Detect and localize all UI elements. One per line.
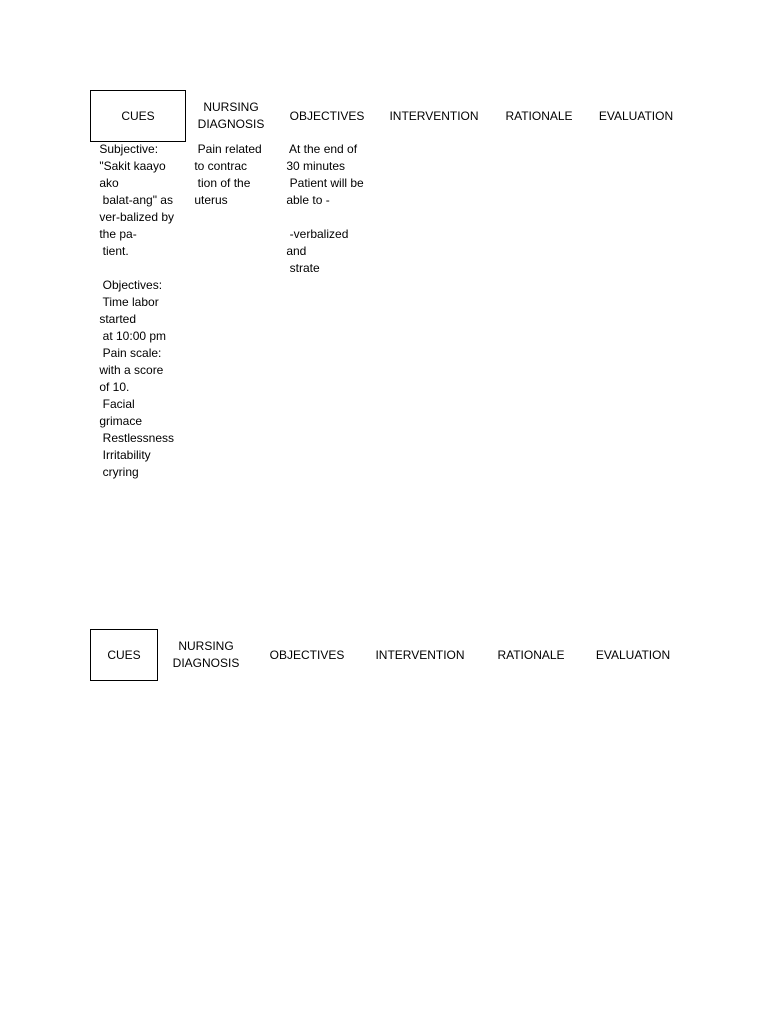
objectives-column-text: At the end of 30 minutes Patient will be able to - -verbalized and strate bbox=[286, 142, 364, 275]
header-rationale-label: RATIONALE bbox=[497, 647, 565, 662]
header-cues-label: CUES bbox=[121, 108, 155, 123]
cues-column-text: Subjective: "Sakit kaayo ako balat-ang" as ver-balized by the pa- tient. Objectives: Time labor started at 10:00 pm Pain scale: with a score of 10. Facial grimace Restlessness Irritability cryring bbox=[99, 142, 175, 479]
header-rationale bbox=[492, 629, 570, 681]
header-intervention bbox=[382, 90, 486, 142]
header-nursing-diagnosis-label: NURSING DIAGNOSIS bbox=[197, 100, 265, 131]
header-intervention-label: INTERVENTION bbox=[389, 108, 479, 123]
header-evaluation-label: EVALUATION bbox=[598, 108, 674, 123]
care-plan-header-2 bbox=[0, 629, 768, 683]
header-nursing-diagnosis bbox=[190, 90, 272, 142]
header-objectives-label: OBJECTIVES bbox=[269, 647, 345, 662]
header-rationale bbox=[498, 90, 580, 142]
header-objectives bbox=[264, 629, 350, 681]
header-intervention bbox=[370, 629, 470, 681]
care-plan-header-1 bbox=[0, 90, 768, 144]
header-evaluation bbox=[590, 629, 676, 681]
header-nursing-diagnosis bbox=[166, 629, 246, 681]
header-nursing-diagnosis-label: NURSING DIAGNOSIS bbox=[172, 639, 240, 670]
header-cues-label: CUES bbox=[107, 647, 141, 662]
header-objectives bbox=[282, 90, 372, 142]
header-objectives-label: OBJECTIVES bbox=[289, 108, 365, 123]
header-evaluation bbox=[592, 90, 680, 142]
header-cues bbox=[90, 90, 186, 142]
nursing-diagnosis-column-text: Pain related to contrac tion of the uterus bbox=[194, 142, 262, 207]
header-intervention-label: INTERVENTION bbox=[375, 647, 465, 662]
header-cues bbox=[90, 629, 158, 681]
header-evaluation-label: EVALUATION bbox=[595, 647, 671, 662]
header-rationale-label: RATIONALE bbox=[505, 108, 573, 123]
